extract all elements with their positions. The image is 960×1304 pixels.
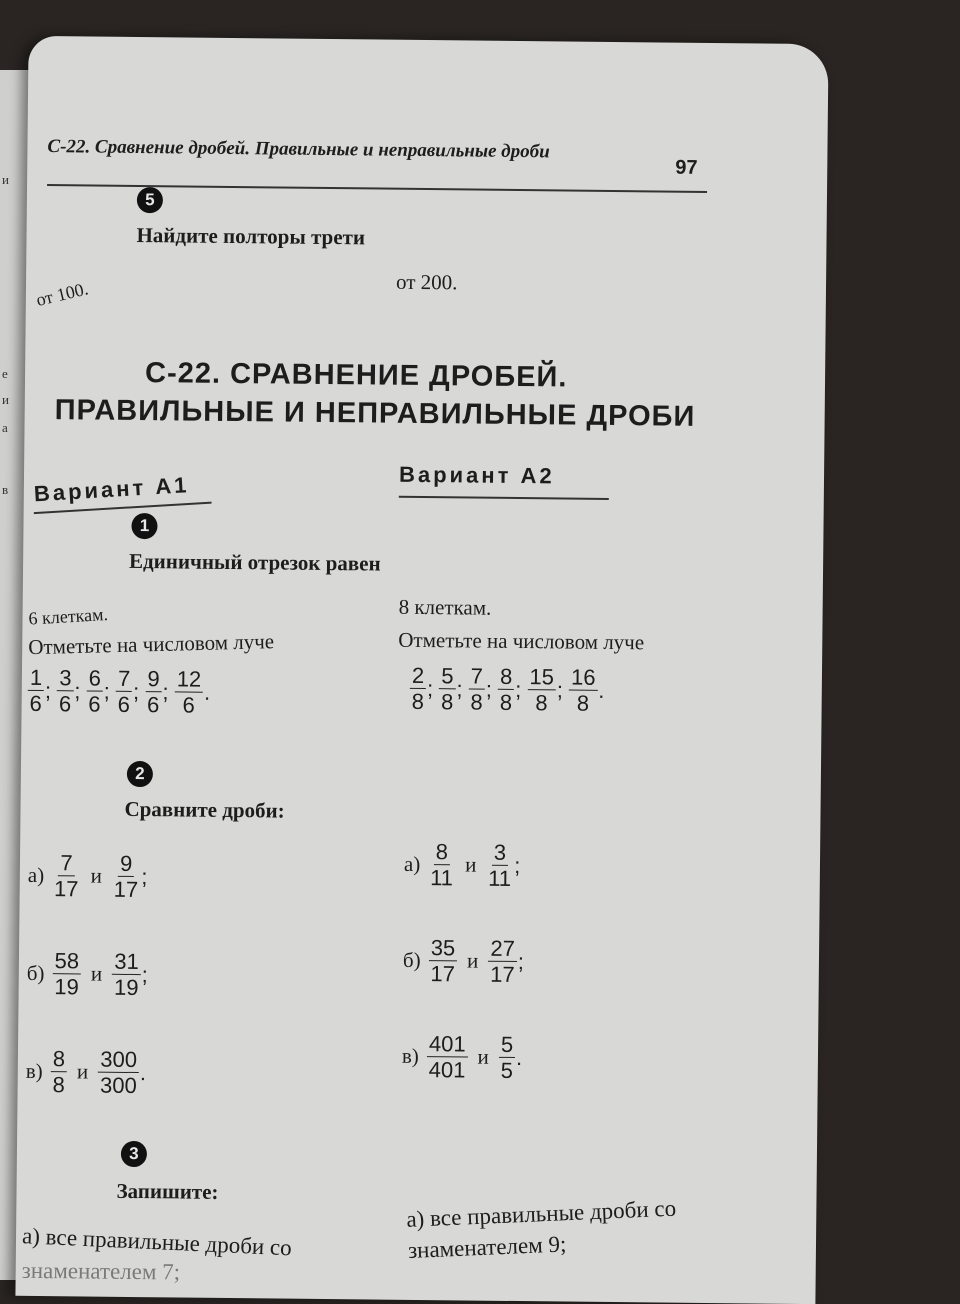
fraction [98, 1048, 139, 1098]
task-number-badge: 1 [131, 513, 157, 539]
fraction-numerator: 7 [58, 851, 75, 876]
fraction-separator: ; [556, 677, 564, 703]
compare-label: в) [401, 1043, 420, 1069]
task-title: Единичный отрезок равен [129, 548, 381, 576]
fraction-numerator: 1 [28, 666, 45, 691]
fraction [499, 1033, 516, 1082]
compare-row [28, 851, 154, 902]
fraction [112, 950, 141, 999]
a2-fraction-list [410, 664, 611, 715]
task5-right-text: от 200. [395, 269, 458, 295]
prev-page-letter: и [2, 392, 9, 407]
fraction [428, 840, 455, 889]
fraction [112, 852, 141, 901]
fraction-denominator: 6 [146, 692, 160, 718]
fraction [145, 667, 162, 716]
fraction-separator: ; [515, 676, 522, 702]
fraction-denominator: 5 [500, 1057, 514, 1084]
fraction-numerator: 35 [429, 936, 458, 961]
fraction-numerator: 8 [498, 665, 515, 690]
task-title: Сравните дроби: [124, 796, 285, 823]
fraction-denominator: 11 [430, 865, 454, 891]
compare-end-mark: . [515, 1044, 523, 1070]
fraction-separator: ; [44, 677, 52, 703]
page-number: 97 [675, 156, 698, 179]
fraction-numerator: 300 [98, 1048, 139, 1074]
a2-task3-line2: знаменателем 9; [407, 1231, 567, 1264]
fraction-numerator: 7 [116, 667, 133, 692]
a1-instruction: Отметьте на числовом луче [27, 629, 275, 660]
section-title-line2: ПРАВИЛЬНЫЕ И НЕПРАВИЛЬНЫЕ ДРОБИ [54, 394, 696, 433]
fraction-numerator: 7 [469, 664, 486, 689]
fraction-denominator: 17 [113, 876, 139, 903]
fraction [86, 666, 103, 715]
fraction-numerator: 8 [434, 840, 451, 865]
fraction-separator: ; [456, 675, 463, 702]
compare-row [403, 936, 531, 987]
fraction-numerator: 12 [175, 667, 204, 692]
fraction-numerator: 6 [87, 666, 104, 691]
fraction [427, 1032, 468, 1082]
fraction [52, 851, 81, 900]
compare-connector: и [90, 961, 103, 986]
fraction-denominator: 8 [440, 689, 454, 715]
variant-a2-heading: Вариант А2 [398, 461, 555, 489]
fraction [488, 937, 517, 986]
fraction-denominator: 11 [488, 865, 512, 892]
task-number-badge: 5 [137, 187, 163, 213]
fraction-numerator: 3 [492, 841, 509, 866]
fraction [569, 666, 598, 715]
a1-task3-line1: а) все правильные дроби со [21, 1223, 293, 1261]
fraction-denominator: 6 [88, 691, 101, 717]
fraction-denominator: 8 [411, 688, 425, 715]
fraction-numerator: 27 [488, 937, 517, 962]
fraction [52, 949, 81, 998]
fraction-numerator: 5 [499, 1033, 516, 1058]
fraction-separator: ; [103, 678, 111, 704]
fraction-denominator: 8 [576, 690, 590, 716]
compare-connector: и [477, 1044, 489, 1069]
compare-label: а) [403, 851, 421, 877]
variant-a1-heading: Вариант А1 [33, 472, 191, 507]
compare-connector: и [465, 852, 477, 877]
compare-row [26, 1047, 153, 1098]
fraction-denominator: 8 [535, 690, 548, 716]
prev-page-letter: и [2, 172, 9, 187]
fraction-separator: ; [162, 678, 169, 704]
fraction-separator: ; [485, 676, 493, 702]
fraction-numerator: 58 [52, 949, 81, 974]
fraction-numerator: 15 [527, 665, 556, 690]
a2-instruction: Отметьте на числовом луче [398, 627, 645, 655]
compare-label: б) [26, 960, 45, 986]
fraction-denominator: 6 [117, 691, 131, 718]
fraction-separator: . [598, 677, 605, 703]
compare-row [27, 949, 155, 1000]
fraction-numerator: 3 [57, 666, 74, 691]
fraction [28, 666, 45, 715]
fraction [174, 667, 203, 716]
fraction [527, 665, 556, 714]
task-number-badge: 3 [121, 1141, 147, 1167]
task5-left-text: от 100. [34, 278, 91, 311]
fraction-denominator: 6 [29, 690, 43, 717]
task-number-badge: 2 [127, 761, 153, 787]
fraction [50, 1047, 67, 1096]
a1-task3-line2: знаменателем 7; [21, 1257, 181, 1285]
compare-label: б) [402, 947, 421, 973]
fraction-separator: ; [133, 678, 140, 704]
book-page [15, 36, 828, 1304]
fraction-denominator: 8 [499, 689, 513, 716]
fraction-numerator: 5 [439, 664, 456, 689]
prev-page-letter: а [2, 420, 8, 435]
prev-page-letter: е [2, 366, 8, 381]
compare-connector: и [76, 1059, 89, 1084]
fraction [486, 841, 513, 890]
fraction-denominator: 6 [58, 691, 72, 717]
compare-row [404, 840, 527, 890]
fraction-denominator: 8 [470, 689, 483, 715]
compare-end-mark: ; [517, 948, 525, 974]
fraction [116, 667, 133, 716]
compare-end-mark: . [139, 1059, 147, 1085]
prev-page-letter: в [2, 482, 9, 497]
fraction-separator: . [203, 679, 211, 705]
compare-end-mark: ; [141, 863, 148, 889]
fraction-numerator: 8 [51, 1047, 68, 1072]
running-header: С-22. Сравнение дробей. Правильные и неправильные дроби [47, 136, 550, 163]
task-title: Найдите полторы трети [136, 222, 366, 250]
fraction [439, 664, 456, 713]
fraction-numerator: 401 [427, 1032, 468, 1058]
compare-end-mark: ; [514, 852, 521, 878]
a2-cells-text: 8 клеткам. [398, 594, 492, 620]
fraction-numerator: 31 [112, 950, 141, 975]
fraction-denominator: 6 [182, 692, 195, 718]
fraction [468, 664, 485, 713]
fraction-separator: ; [74, 677, 81, 704]
fraction-denominator: 17 [53, 876, 79, 902]
task-title: Запишите: [116, 1178, 219, 1204]
fraction-numerator: 9 [118, 852, 135, 877]
fraction-denominator: 8 [52, 1072, 65, 1098]
fraction [410, 664, 427, 713]
compare-label: а) [27, 862, 45, 888]
compare-row [402, 1032, 529, 1083]
a1-cells-text: 6 клеткам. [27, 603, 109, 629]
fraction-separator: ; [426, 675, 434, 701]
fraction [57, 666, 74, 715]
fraction [498, 665, 515, 714]
fraction-numerator: 2 [410, 664, 427, 689]
a2-task3-line1: а) все правильные дроби со [405, 1195, 677, 1232]
variant-a2-rule [399, 496, 609, 500]
compare-end-mark: ; [141, 961, 148, 987]
section-title-line1: С-22. СРАВНЕНИЕ ДРОБЕЙ. [144, 357, 568, 394]
fraction-denominator: 17 [430, 961, 456, 987]
fraction-numerator: 9 [145, 667, 162, 692]
fraction-denominator: 19 [54, 974, 79, 1000]
fraction-denominator: 300 [99, 1072, 137, 1099]
fraction [428, 936, 457, 985]
fraction-denominator: 19 [113, 974, 139, 1001]
fraction-numerator: 16 [569, 666, 598, 691]
compare-connector: и [467, 948, 479, 973]
fraction-denominator: 401 [428, 1057, 466, 1083]
compare-label: в) [25, 1058, 43, 1084]
compare-connector: и [90, 863, 103, 888]
fraction-denominator: 17 [490, 961, 515, 988]
a1-fraction-list [28, 666, 217, 717]
